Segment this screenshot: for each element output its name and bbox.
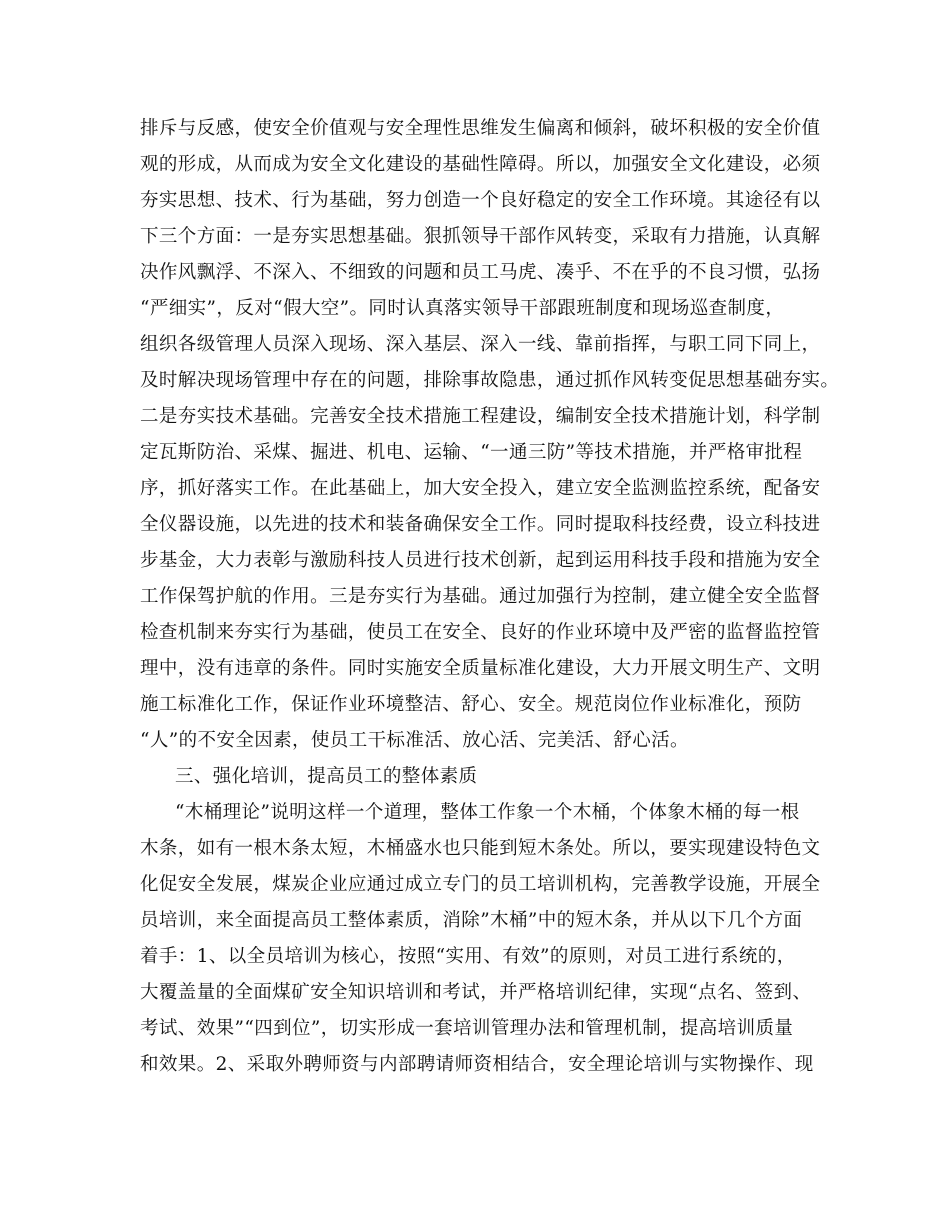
text-line: 序，抓好落实工作。在此基础上，加大安全投入，建立安全监测监控系统，配备安 bbox=[140, 478, 821, 499]
text-line: 决作风飘浮、不深入、不细致的问题和员工马虎、凑乎、不在乎的不良习惯，弘扬 bbox=[140, 262, 821, 283]
text-line: 夯实思想、技术、行为基础，努力创造一个良好稳定的安全工作环境。其途径有以 bbox=[140, 190, 821, 211]
text-line: 步基金，大力表彰与激励科技人员进行技术创新，起到运用科技手段和措施为安全 bbox=[140, 550, 821, 571]
text-line: 和效果。2、采取外聘师资与内部聘请师资相结合，安全理论培训与实物操作、现 bbox=[140, 1054, 814, 1075]
text-line: 化促安全发展，煤炭企业应通过成立专门的员工培训机构，完善教学设施，开展全 bbox=[140, 874, 821, 895]
text-line: “严细实”，反对“假大空”。同时认真落实领导干部跟班制度和现场巡查制度， bbox=[140, 298, 785, 319]
text-line: 施工标准化工作，保证作业环境整洁、舒心、安全。规范岗位作业标准化，预防 bbox=[140, 694, 802, 715]
text-line: 理中，没有违章的条件。同时实施安全质量标准化建设，大力开展文明生产、文明 bbox=[140, 658, 821, 679]
text-line: 排斥与反感，使安全价值观与安全理性思维发生偏离和倾斜，破坏积极的安全价值 bbox=[140, 118, 821, 139]
section-heading: 三、强化培训，提高员工的整体素质 bbox=[175, 766, 478, 787]
text-line: 定瓦斯防治、采煤、掘进、机电、运输、“一通三防”等技术措施，并严格审批程 bbox=[140, 442, 803, 463]
text-line: “人”的不安全因素，使员工干标准活、放心活、完美活、舒心活。 bbox=[140, 730, 689, 751]
text-line: 着手：1、以全员培训为核心，按照“实用、有效”的原则，对员工进行系统的， bbox=[140, 946, 796, 967]
text-line: 下三个方面：一是夯实思想基础。狠抓领导干部作风转变，采取有力措施，认真解 bbox=[140, 226, 821, 247]
text-line: 大覆盖量的全面煤矿安全知识培训和考试，并严格培训纪律，实现“点名、签到、 bbox=[140, 982, 812, 1003]
text-line: 观的形成，从而成为安全文化建设的基础性障碍。所以，加强安全文化建设，必须 bbox=[140, 154, 821, 175]
text-line: 考试、效果”“四到位”，切实形成一套培训管理办法和管理机制，提高培训质量 bbox=[140, 1018, 794, 1039]
text-line: 检查机制来夯实行为基础，使员工在安全、良好的作业环境中及严密的监督监控管 bbox=[140, 622, 821, 643]
text-line: 全仪器设施，以先进的技术和装备确保安全工作。同时提取科技经费，设立科技进 bbox=[140, 514, 821, 535]
text-line: 组织各级管理人员深入现场、深入基层、深入一线、靠前指挥，与职工同下同上， bbox=[140, 334, 821, 355]
paragraph-first-line: “木桶理论”说明这样一个道理，整体工作象一个木桶，个体象木桶的每一根 bbox=[175, 802, 800, 823]
text-line: 木条，如有一根木条太短，木桶盛水也只能到短木条处。所以，要实现建设特色文 bbox=[140, 838, 821, 859]
text-line: 及时解决现场管理中存在的问题，排除事故隐患，通过抓作风转变促思想基础夯实。 bbox=[140, 370, 840, 391]
text-line: 二是夯实技术基础。完善安全技术措施工程建设，编制安全技术措施计划，科学制 bbox=[140, 406, 821, 427]
text-line: 工作保驾护航的作用。三是夯实行为基础。通过加强行为控制，建立健全安全监督 bbox=[140, 586, 821, 607]
text-line: 员培训，来全面提高员工整体素质，消除”木桶”中的短木条，并从以下几个方面 bbox=[140, 910, 803, 931]
